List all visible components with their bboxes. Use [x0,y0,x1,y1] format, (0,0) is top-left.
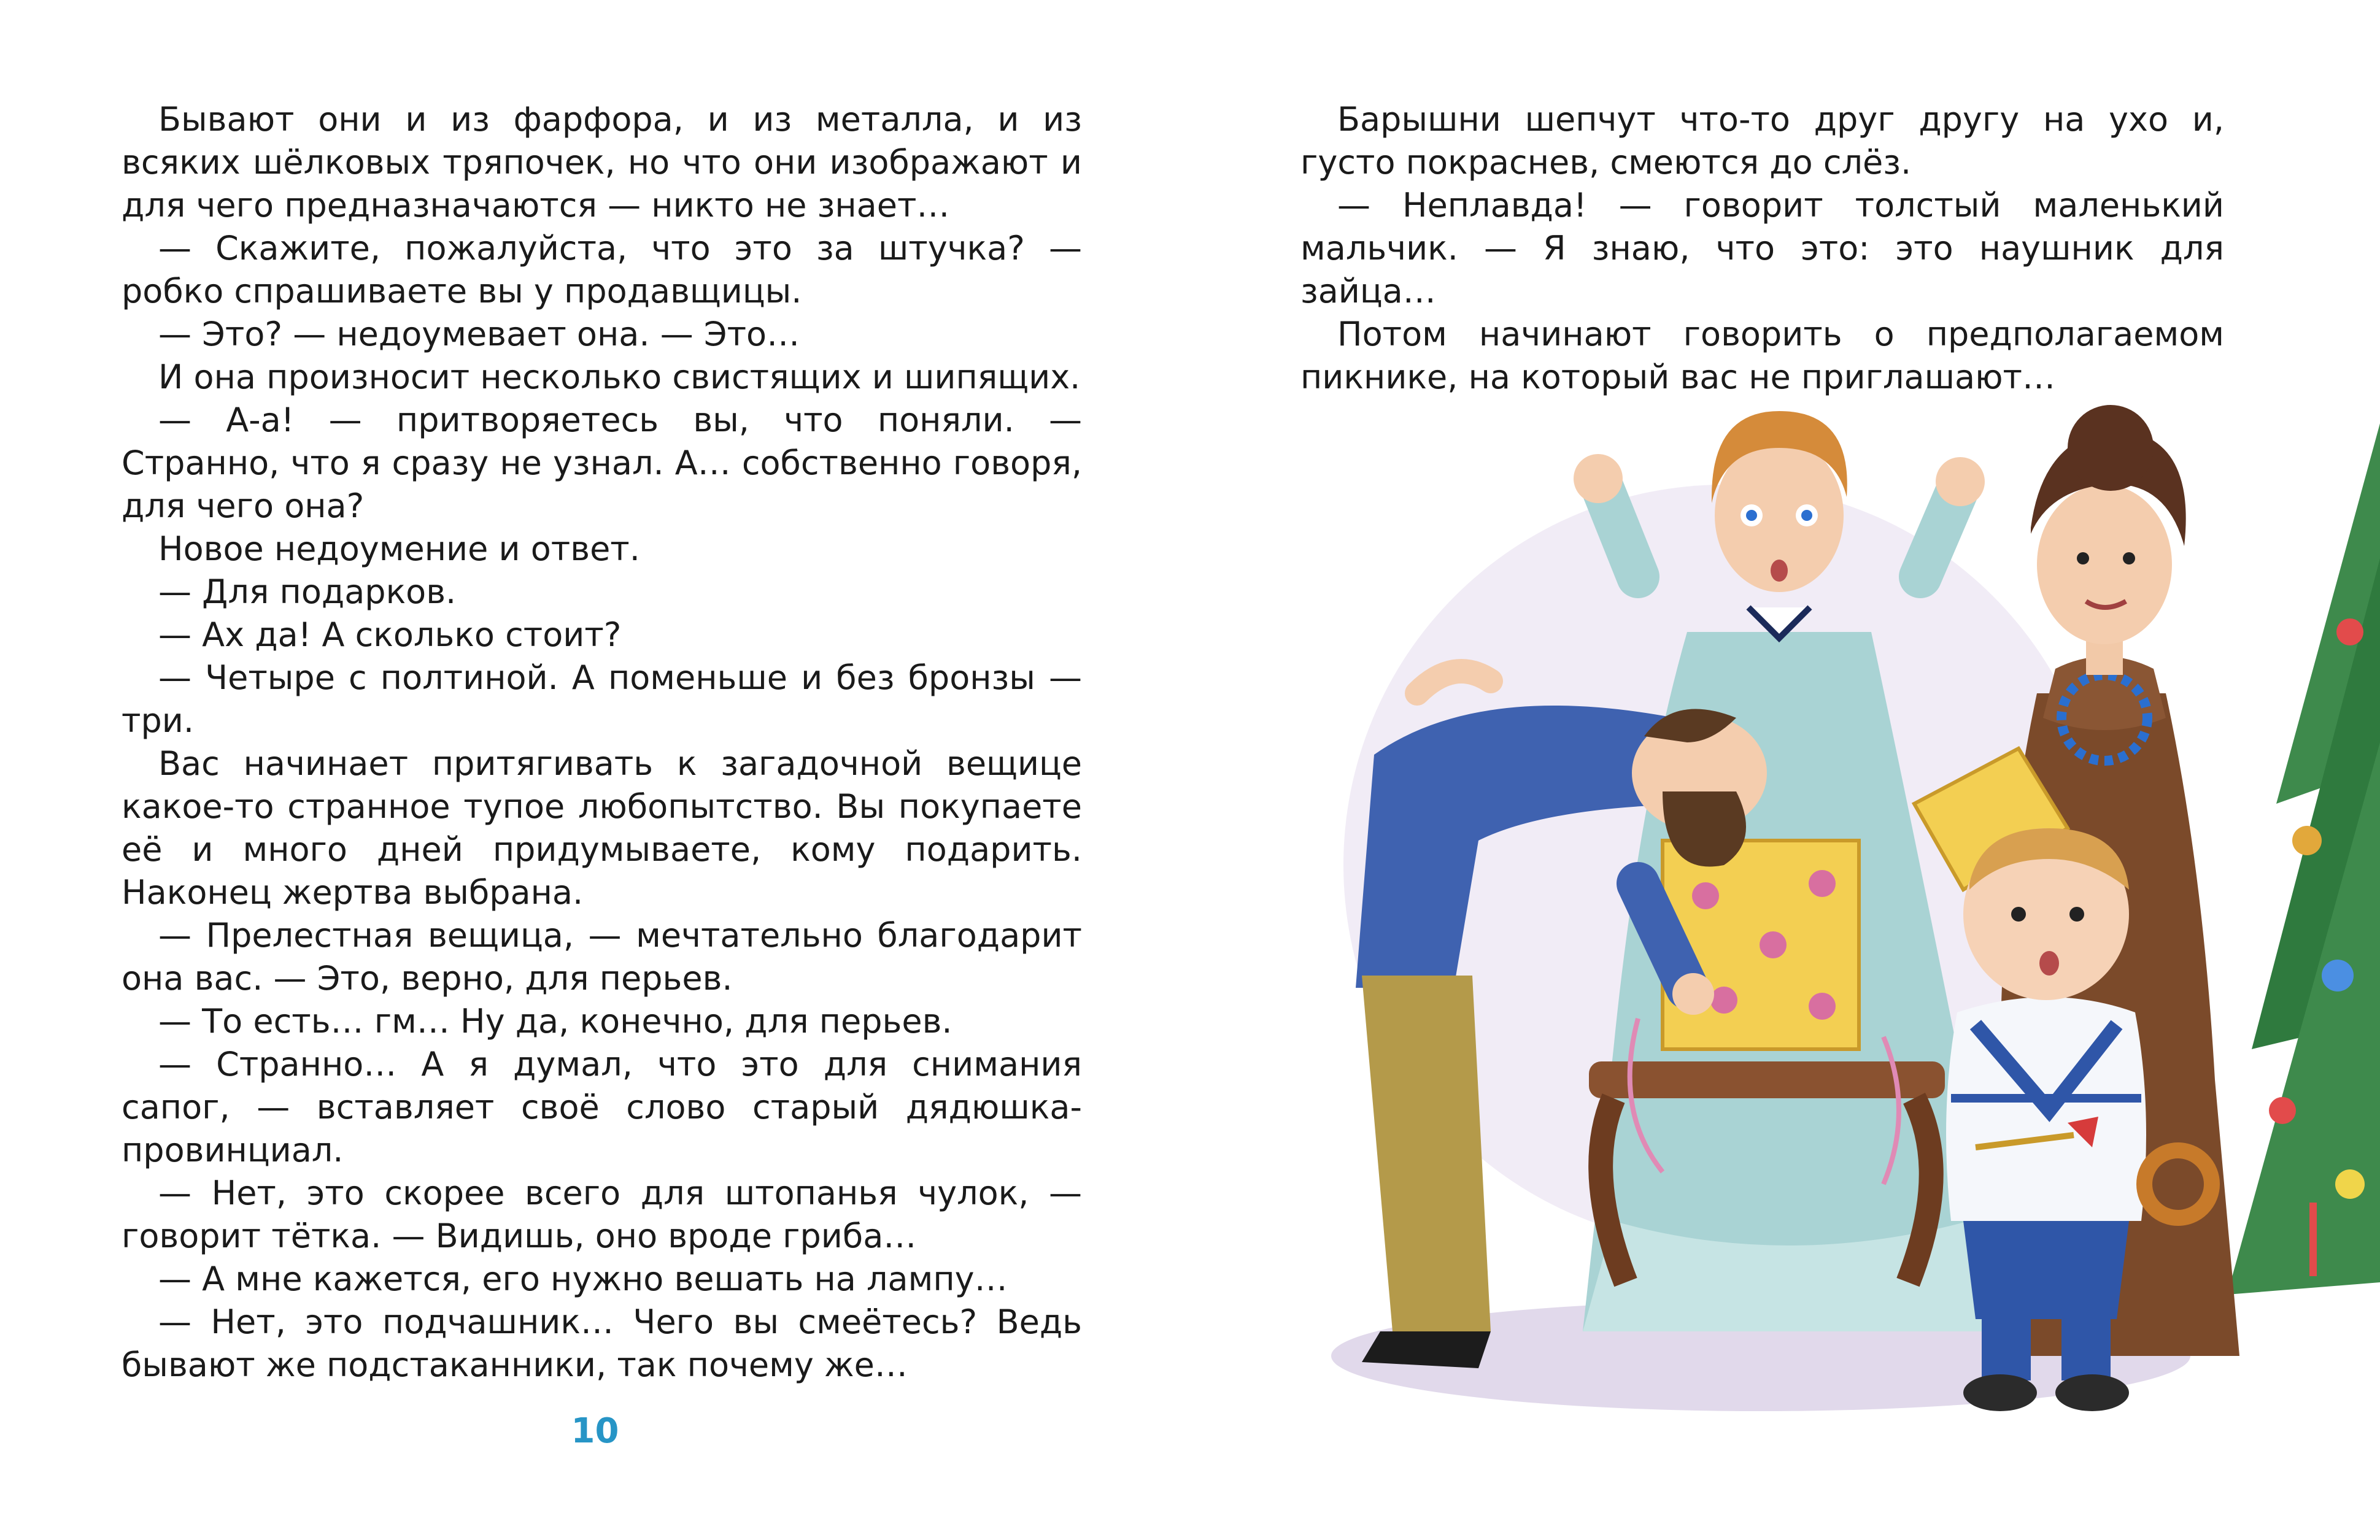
paragraph: Бывают они и из фарфора, и из металла, и из всяких шёлковых тряпочек, но что они изображают и для чего предназначаются — никто не знает… [122,100,1082,225]
page-number: 10 [571,1411,619,1451]
paragraph: — Странно… А я думал, что это для снимания сапог, — вставляет своё слово старый дядюшка-провинциал. [122,1045,1082,1169]
paragraph: И она произносит несколько свистящих и шипящих. [158,358,1081,396]
paragraph: — А-а! — притворяетесь вы, что поняли. — Странно, что я сразу не узнал. А… собственно говоря, для чего она? [122,401,1082,525]
paragraph: — Ах да! А сколько стоит? [158,615,622,654]
paragraph: — Для подарков. [158,572,457,611]
left-text-column [122,98,1082,1387]
paragraph: — Четыре с полтиной. А поменьше и без бронзы — три. [122,658,1082,740]
paragraph: Новое недоумение и ответ. [158,529,640,568]
paragraph: — Нет, это подчашник… Чего вы смеётесь? Ведь бывают же подстаканники, так почему же… [122,1303,1082,1384]
christmas-tree [2227,423,2380,1295]
paragraph: — То есть… гм… Ну да, конечно, для перьев. [158,1002,952,1041]
paragraph: — А мне кажется, его нужно вешать на лампу… [158,1260,1008,1298]
paragraph: — Это? — недоумевает она. — Это… [158,315,800,353]
right-text-column [1300,98,2224,399]
paragraph: — Скажите, пожалуйста, что это за штучка? — робко спрашиваете вы у продавщицы. [122,229,1082,310]
family-gift-illustration [1294,374,2380,1448]
paragraph: Барышни шепчут что-то друг другу на ухо и, густо покраснев, смеются до слёз. [1300,100,2224,182]
paragraph: Потом начинают говорить о предполагаемом пикнике, на который вас не приглашают… [1300,315,2224,396]
paragraph: Вас начинает притягивать к загадочной вещице какое-то странное тупое любопытство. Вы покупаете её и много дней придумываете, кому подарить. Наконец жертва выбрана. [122,744,1082,912]
paragraph: — Прелестная вещица, — мечтательно благодарит она вас. — Это, верно, для перьев. [122,916,1082,998]
right-page [1190,0,2380,1540]
paragraph: — Нет, это скорее всего для штопанья чулок, — говорит тётка. — Видишь, оно вроде гриба… [122,1174,1082,1255]
paragraph: — Неплавда! — говорит толстый маленький мальчик. — Я знаю, что это: это наушник для зайца… [1300,186,2224,310]
